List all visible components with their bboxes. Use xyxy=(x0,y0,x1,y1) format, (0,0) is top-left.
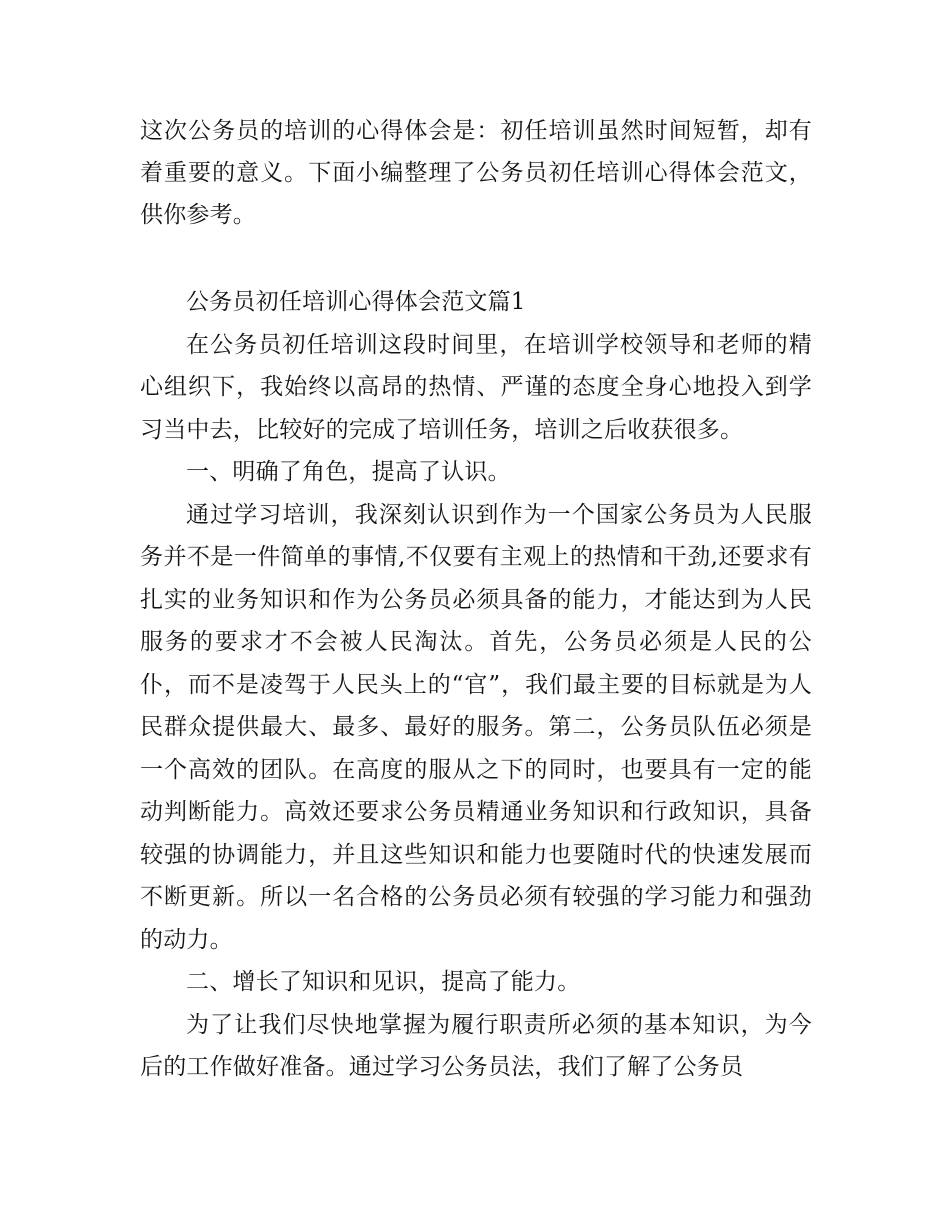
heading-knowledge-growth: 二、增长了知识和见识，提高了能力。 xyxy=(186,969,581,995)
paragraph-knowledge-growth: 为了让我们尽快地掌握为履行职责所必须的基本知识，为今后的工作做好准备。通过学习公务员法，我们了解了公务员 xyxy=(140,1011,812,1080)
heading-role-awareness: 一、明确了角色，提高了认识。 xyxy=(186,459,511,485)
section-title: 公务员初任培训心得体会范文篇1 xyxy=(186,289,526,315)
paragraph-role-awareness: 通过学习培训，我深刻认识到作为一个国家公务员为人民服务并不是一件简单的事情,不仅要有主观上的热情和干劲,还要求有扎实的业务知识和作为公务员必须具备的能力，才能达到为人民服务的要求才不会被人民淘汰。首先，公务员必须是人民的公仆，而不是凌驾于人民头上的“官”，我们最主要的目标就是为人民群众提供最大、最多、最好的服务。第二，公务员队伍必须是一个高效的团队。在高度的服从之下的同时，也要具有一定的能动判断能力。高效还要求公务员精通业务知识和行政知识，具备较强的协调能力，并且这些知识和能力也要随时代的快速发展而不断更新。所以一名合格的公务员必须有较强的学习能力和强劲的动力。 xyxy=(140,501,812,953)
intro-paragraph: 这次公务员的培训的心得体会是：初任培训虽然时间短暂，却有着重要的意义。下面小编整理了公务员初任培训心得体会范文，供你参考。 xyxy=(140,118,812,228)
intro-block xyxy=(140,110,812,236)
paragraph-opening: 在公务员初任培训这段时间里，在培训学校领导和老师的精心组织下，我始终以高昂的热情、严谨的态度全身心地投入到学习当中去，比较好的完成了培训任务，培训之后收获很多。 xyxy=(140,331,812,443)
article-body xyxy=(140,281,812,1089)
